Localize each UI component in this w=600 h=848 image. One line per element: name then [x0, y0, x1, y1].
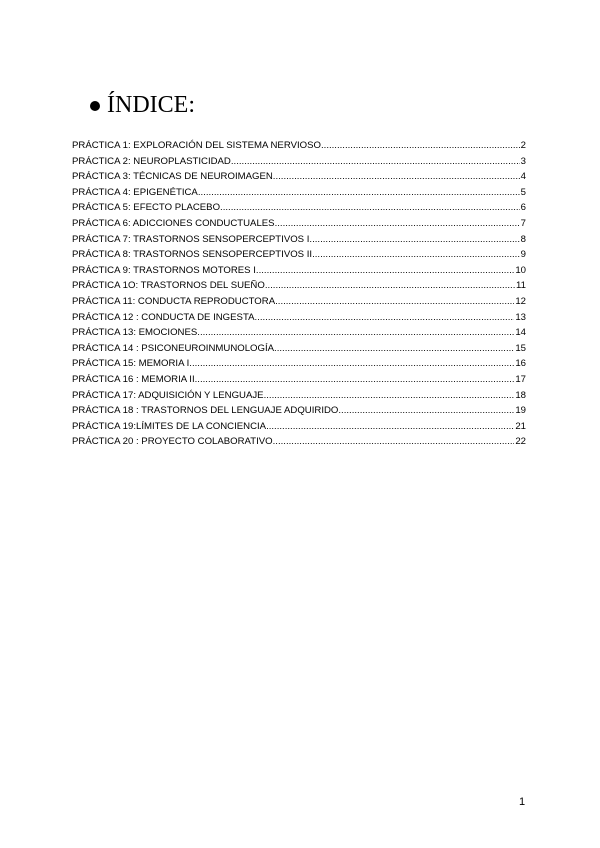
toc-entry[interactable] [72, 388, 526, 404]
toc-entry-page: 9 [520, 249, 526, 261]
bullet-icon [90, 101, 100, 111]
toc-entry-title: PRÁCTICA 7: TRASTORNOS SENSOPERCEPTIVOS I [72, 233, 310, 245]
toc-leader-dots [264, 388, 515, 404]
toc-leader-dots [255, 310, 515, 326]
toc-entry-page: 8 [520, 233, 526, 245]
page-number: 1 [519, 796, 526, 808]
toc-entry-page: 17 [515, 373, 526, 385]
toc-heading [90, 92, 195, 119]
toc-entry-page: 6 [520, 202, 526, 214]
toc-leader-dots [275, 434, 514, 450]
toc-entry[interactable] [72, 232, 526, 248]
toc-entry-title: PRÁCTICA 17: ADQUISICIÓN Y LENGUAJE [72, 389, 264, 401]
toc-entry[interactable] [72, 263, 526, 279]
toc-entry[interactable] [72, 216, 526, 232]
toc-leader-dots [275, 294, 514, 310]
toc-entry-title: PRÁCTICA 12 : CONDUCTA DE INGESTA [72, 311, 255, 323]
toc-entry[interactable] [72, 372, 526, 388]
toc-leader-dots [195, 372, 515, 388]
toc-entry-title: PRÁCTICA 1O: TRASTORNOS DEL SUEÑO [72, 280, 265, 292]
toc-entry-title: PRÁCTICA 3: TÉCNICAS DE NEUROIMAGEN [72, 171, 273, 183]
toc-leader-dots [266, 419, 514, 435]
toc-leader-dots [265, 278, 515, 294]
toc-entry[interactable] [72, 419, 526, 435]
toc-entry-page: 4 [520, 171, 526, 183]
toc-entry-page: 18 [515, 389, 526, 401]
toc-entry-title: PRÁCTICA 16 : MEMORIA II [72, 373, 195, 385]
toc-entry-page: 10 [515, 264, 526, 276]
toc-entry-page: 21 [515, 420, 526, 432]
toc-entry[interactable] [72, 200, 526, 216]
toc-entry-page: 11 [516, 280, 526, 292]
toc-entry-title: PRÁCTICA 8: TRASTORNOS SENSOPERCEPTIVOS II [72, 249, 313, 261]
toc-leader-dots [273, 169, 520, 185]
toc-entry-page: 7 [520, 217, 526, 229]
toc-entry-title: PRÁCTICA 14 : PSICONEUROINMUNOLOGÍA [72, 342, 275, 354]
toc-entry-page: 2 [520, 140, 526, 151]
toc-entry[interactable] [72, 294, 526, 310]
toc-heading-title: ÍNDICE: [107, 92, 195, 118]
toc-entry-page: 3 [520, 155, 526, 167]
toc-entry-title: PRÁCTICA 5: EFECTO PLACEBO [72, 202, 221, 214]
toc-entry-page: 12 [515, 295, 526, 307]
toc-entry[interactable] [72, 434, 526, 450]
toc-leader-dots [189, 356, 514, 372]
toc-entry-page: 22 [515, 436, 526, 448]
toc-entry[interactable] [72, 356, 526, 372]
toc-entry[interactable] [72, 341, 526, 357]
toc-entry[interactable] [72, 325, 526, 341]
toc-entry-page: 13 [515, 311, 526, 323]
toc-entry-title: PRÁCTICA 20 : PROYECTO COLABORATIVO. [72, 436, 276, 448]
toc-leader-dots [274, 341, 514, 357]
toc-entry[interactable] [72, 154, 526, 170]
toc-leader-dots [338, 403, 514, 419]
toc-leader-dots [198, 185, 520, 201]
toc-entry-page: 14 [515, 327, 526, 339]
toc-entry-page: 19 [515, 405, 526, 417]
toc-entry-title: PRÁCTICA 15: MEMORIA I [72, 358, 190, 370]
toc-entry-title: PRÁCTICA 18 : TRASTORNOS DEL LENGUAJE ADQUIRIDO [72, 405, 339, 417]
toc-entry-title: PRÁCTICA 2: NEUROPLASTICIDAD [72, 155, 231, 167]
toc-entry[interactable] [72, 169, 526, 185]
toc-leader-dots [312, 247, 520, 263]
toc-entry-title: PRÁCTICA 4: EPIGENÉTICA [72, 186, 198, 198]
toc-entry-title: PRÁCTICA 9: TRASTORNOS MOTORES I [72, 264, 256, 276]
toc-entry-title: PRÁCTICA 6: ADICCIONES CONDUCTUALES [72, 217, 275, 229]
toc-leader-dots [220, 200, 520, 216]
toc-entry[interactable] [72, 185, 526, 201]
toc-entry[interactable] [72, 310, 526, 326]
toc-entry-title: PRÁCTICA 11: CONDUCTA REPRODUCTORA [72, 295, 276, 307]
toc-entry[interactable] [72, 247, 526, 263]
toc-entry[interactable] [72, 138, 526, 154]
toc-entry-page: 5 [520, 186, 526, 198]
toc-leader-dots [321, 138, 520, 154]
toc-leader-dots [231, 154, 520, 170]
toc-entry-page: 16 [515, 358, 526, 370]
toc-entry-page: 15 [515, 342, 526, 354]
toc-entry-title: PRÁCTICA 19:LÍMITES DE LA CONCIENCIA [72, 420, 267, 432]
toc-entry[interactable] [72, 278, 526, 294]
toc-entry-title: PRÁCTICA 1: EXPLORACIÓN DEL SISTEMA NERVIOSO [72, 140, 321, 151]
toc-leader-dots [275, 216, 520, 232]
toc-leader-dots [197, 325, 514, 341]
table-of-contents [72, 138, 526, 450]
toc-entry[interactable] [72, 403, 526, 419]
toc-leader-dots [309, 232, 519, 248]
toc-entry-title: PRÁCTICA 13: EMOCIONES [72, 327, 198, 339]
toc-leader-dots [256, 263, 514, 279]
